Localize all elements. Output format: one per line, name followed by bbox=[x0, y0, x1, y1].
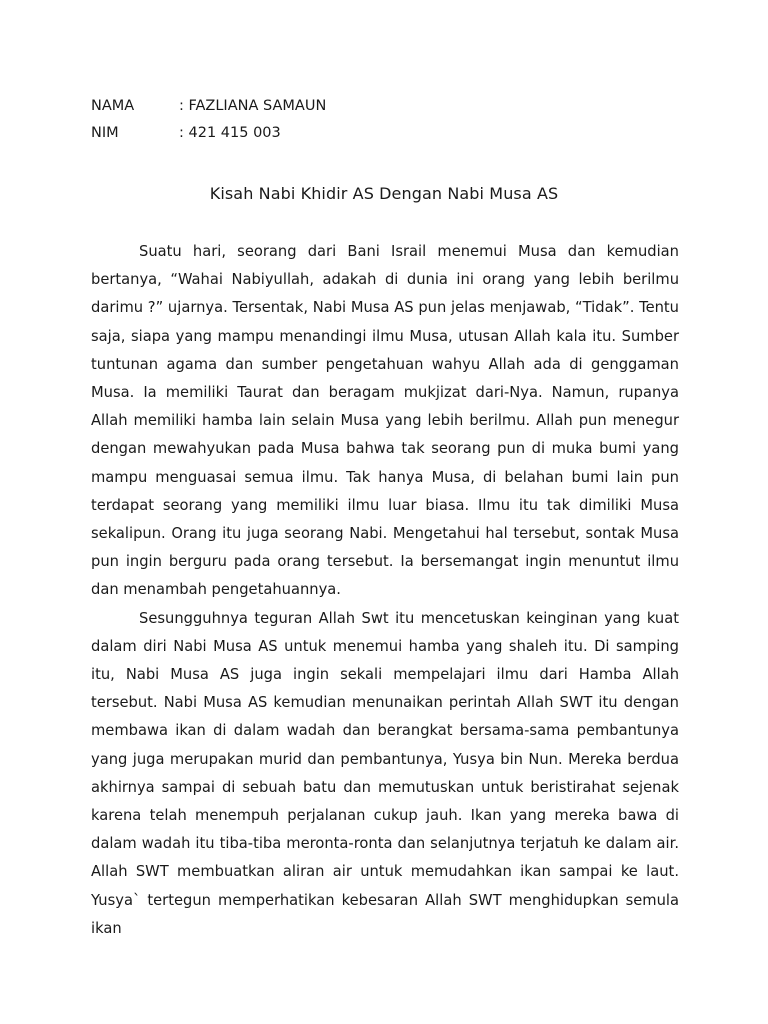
document-title: Kisah Nabi Khidir AS Dengan Nabi Musa AS bbox=[209, 184, 559, 203]
name-label: NAMA bbox=[91, 98, 135, 114]
name-row bbox=[91, 93, 326, 120]
name-value: : FAZLIANA SAMAUN bbox=[179, 98, 327, 114]
document-body bbox=[91, 238, 679, 943]
nim-row bbox=[91, 120, 326, 147]
paragraph-2: Sesungguhnya teguran Allah Swt itu mencetuskan keinginan yang kuat dalam diri Nabi Musa AS untuk menemui hamba yang shaleh itu. Di samping itu, Nabi Musa AS juga ingin sekali mempelajari ilmu dari Hamba Allah tersebut. Nabi Musa AS kemudian menunaikan perintah Allah SWT itu dengan membawa ikan di dalam wadah dan berangkat bersama-sama pembantunya yang juga merupakan murid dan pembantunya, Yusya bin Nun. Mereka berdua akhirnya sampai di sebuah batu dan memutuskan untuk beristirahat sejenak karena telah menempuh perjalanan cukup jauh. Ikan yang mereka bawa di dalam wadah itu tiba-tiba meronta-ronta dan selanjutnya terjatuh ke dalam air. Allah SWT membuatkan aliran air untuk memudahkan ikan sampai ke laut. Yusya` tertegun memperhatikan kebesaran Allah SWT menghidupkan semula ikan bbox=[91, 609, 679, 937]
student-info bbox=[91, 93, 326, 147]
paragraph-1: Suatu hari, seorang dari Bani Israil menemui Musa dan kemudian bertanya, “Wahai Nabiyullah, adakah di dunia ini orang yang lebih berilmu darimu ?” ujarnya. Tersentak, Nabi Musa AS pun jelas menjawab, “Tidak”. Tentu saja, siapa yang mampu menandingi ilmu Musa, utusan Allah kala itu. Sumber tuntunan agama dan sumber pengetahuan wahyu Allah ada di genggaman Musa. Ia memiliki Taurat dan beragam mukjizat dari-Nya. Namun, rupanya Allah memiliki hamba lain selain Musa yang lebih berilmu. Allah pun menegur dengan mewahyukan pada Musa bahwa tak seorang pun di muka bumi yang mampu menguasai semua ilmu. Tak hanya Musa, di belahan bumi lain pun terdapat seorang yang memiliki ilmu luar biasa. Ilmu itu tak dimiliki Musa sekalipun. Orang itu juga seorang Nabi. Mengetahui hal tersebut, sontak Musa pun ingin berguru pada orang tersebut. Ia bersemangat ingin menuntut ilmu dan menambah pengetahuannya. bbox=[91, 243, 679, 599]
nim-value: : 421 415 003 bbox=[179, 125, 281, 141]
nim-label: NIM bbox=[91, 125, 119, 141]
